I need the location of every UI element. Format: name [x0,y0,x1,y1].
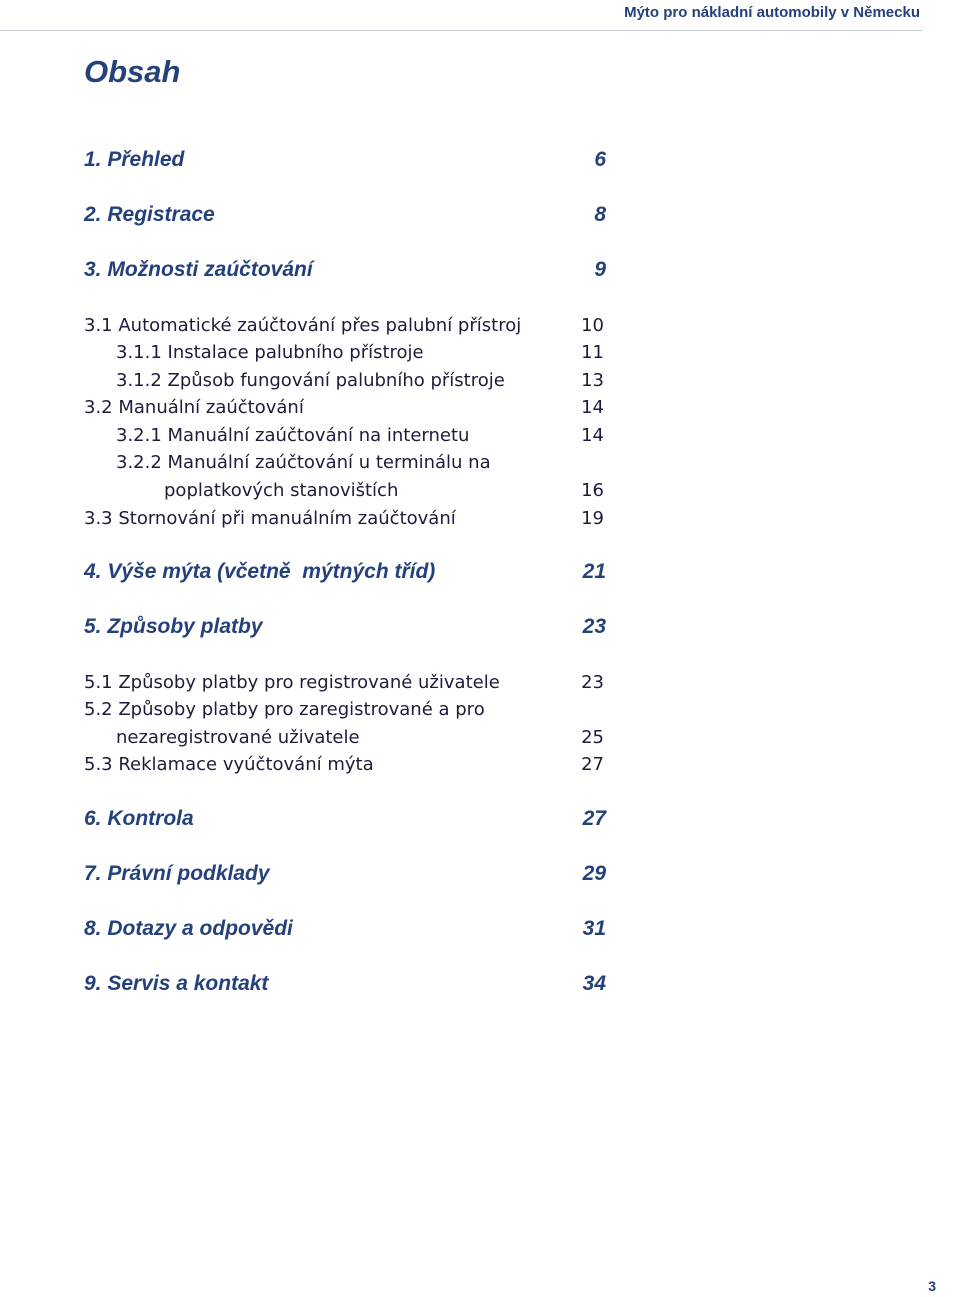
toc-entry-zpusoby-platby[interactable] [84,615,606,641]
toc-entry-registrace[interactable] [84,203,606,229]
toc-entry-page: 8 [594,203,606,226]
toc-entry-label: 5.2 Způsoby platby pro zaregistrované a pro [84,699,485,720]
toc-entry-3-2-1[interactable] [84,425,606,451]
toc-entry-label: 2. Registrace [84,203,215,226]
toc-entry-label: 5. Způsoby platby [84,615,263,638]
toc-entry-page: 19 [581,508,604,529]
toc-entry-5-3[interactable] [84,754,606,780]
toc-entry-page: 23 [582,615,606,638]
toc-entry-page: 13 [581,370,604,391]
toc-entry-label: poplatkových stanovištích [164,480,399,501]
toc-entry-page: 27 [581,754,604,775]
toc-entry-label: 7. Právní podklady [84,862,270,885]
toc-entry-label: 8. Dotazy a odpovědi [84,917,293,940]
toc-entry-moznosti-zauctovani[interactable] [84,258,606,284]
toc-entry-page: 21 [582,560,606,583]
toc-entry-page: 27 [582,807,606,830]
toc-entry-page: 16 [581,480,604,501]
toc-entry-servis-a-kontakt[interactable] [84,972,606,998]
toc-entry-page: 23 [581,672,604,693]
toc-entry-page: 10 [581,315,604,336]
running-header-title: Mýto pro nákladní automobily v Německu [624,4,920,21]
toc-entry-label: 9. Servis a kontakt [84,972,269,995]
toc-entry-label: 3.3 Stornování při manuálním zaúčtování [84,508,456,529]
header-divider [0,30,922,31]
toc-entry-label: nezaregistrované uživatele [116,727,360,748]
toc-entry-3-2[interactable] [84,397,606,423]
toc-entry-label: 3.2.2 Manuální zaúčtování u terminálu na [116,452,491,473]
toc-entry-label: 6. Kontrola [84,807,194,830]
toc-entry-page: 25 [581,727,604,748]
toc-entry-label: 1. Přehled [84,148,185,171]
toc-entry-label: 3.2 Manuální zaúčtování [84,397,304,418]
toc-entry-3-1-2[interactable] [84,370,606,396]
toc-entry-kontrola[interactable] [84,807,606,833]
toc-entry-3-2-2[interactable] [84,452,606,478]
toc-entry-page: 11 [581,342,604,363]
toc-entry-label: 5.3 Reklamace vyúčtování mýta [84,754,374,775]
toc-entry-3-3[interactable] [84,508,606,534]
toc-entry-page: 31 [582,917,606,940]
toc-entry-vyse-myta[interactable] [84,560,606,586]
toc-entry-dotazy-a-odpovedi[interactable] [84,917,606,943]
footer-page-number: 3 [928,1278,936,1294]
toc-entry-page: 9 [594,258,606,281]
toc-entry-label: 3.1.2 Způsob fungování palubního přístroje [116,370,505,391]
toc-entry-label: 3.1.1 Instalace palubního přístroje [116,342,424,363]
toc-entry-label: 4. Výše mýta (včetně mýtných tříd) [84,560,436,583]
toc-entry-5-2-continued[interactable] [84,727,606,753]
toc-entry-page: 14 [581,397,604,418]
toc-entry-page: 6 [594,148,606,171]
toc-entry-label: 5.1 Způsoby platby pro registrované uživatele [84,672,500,693]
toc-entry-5-1[interactable] [84,672,606,698]
toc-entry-page: 14 [581,425,604,446]
toc-entry-page: 29 [582,862,606,885]
page-title: Obsah [84,54,181,89]
toc-entry-label: 3. Možnosti zaúčtování [84,258,313,281]
toc-entry-5-2[interactable] [84,699,606,725]
toc-entry-label: 3.1 Automatické zaúčtování přes palubní přístroj [84,315,522,336]
toc-entry-3-1-1[interactable] [84,342,606,368]
toc-entry-page: 34 [582,972,606,995]
toc-entry-label: 3.2.1 Manuální zaúčtování na internetu [116,425,470,446]
toc-entry-3-1[interactable] [84,315,606,341]
toc-entry-prehled[interactable] [84,148,606,174]
toc-entry-pravni-podklady[interactable] [84,862,606,888]
toc-entry-3-2-2-continued[interactable] [84,480,606,506]
